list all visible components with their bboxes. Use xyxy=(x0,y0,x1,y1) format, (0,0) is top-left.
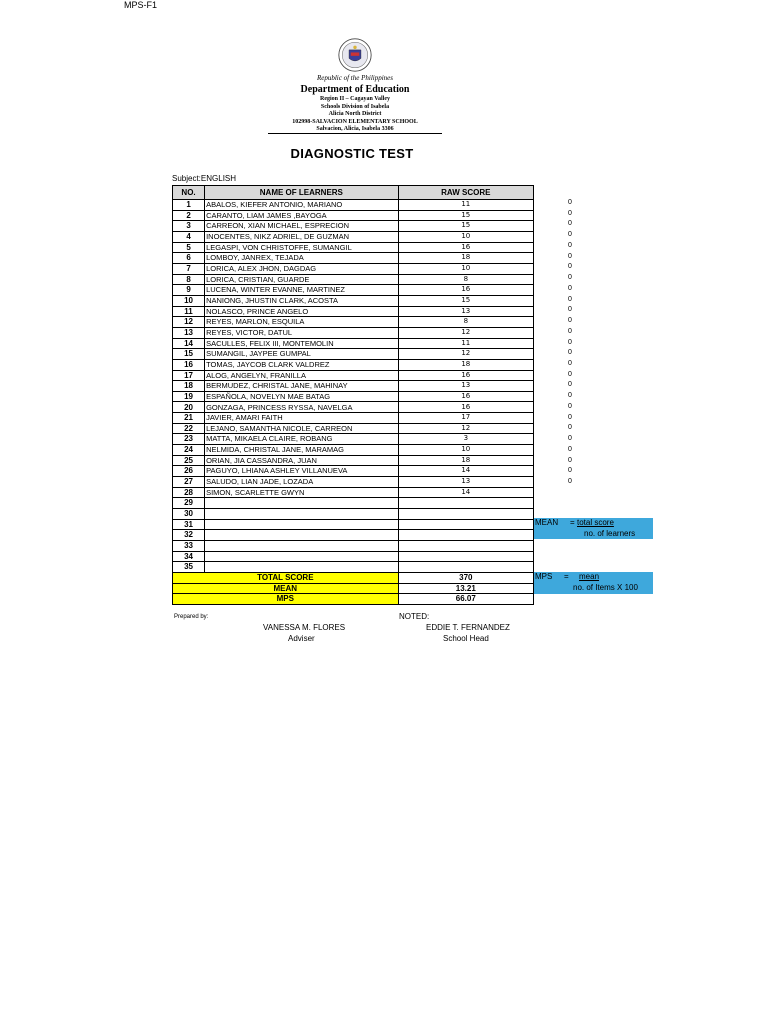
learner-name: LEGASPI, VON CHRISTOFFE, SUMANGIL xyxy=(205,242,399,253)
table-row xyxy=(173,541,534,552)
adviser-name: VANESSA M. FLORES xyxy=(263,623,346,632)
learner-name: SACULLES, FELIX III, MONTEMOLIN xyxy=(205,338,399,349)
raw-score: 12 xyxy=(398,327,533,338)
summary-label: MEAN xyxy=(173,583,399,594)
letterhead-region: Region II – Cagayan Valley xyxy=(319,96,390,102)
table-row xyxy=(173,306,534,317)
raw-score: 15 xyxy=(398,210,533,221)
letterhead-department: Department of Education xyxy=(300,84,410,95)
learner-name: CARANTO, LIAM JAMES ,BAYOGA xyxy=(205,210,399,221)
raw-score: 12 xyxy=(398,349,533,360)
zero-value: 0 xyxy=(568,241,572,249)
zero-value: 0 xyxy=(568,413,572,421)
mps-formula-label: MPS xyxy=(535,572,553,581)
raw-score: 10 xyxy=(398,263,533,274)
zero-column xyxy=(566,198,574,488)
learner-name: TOMAS, JAYCOB CLARK VALDREZ xyxy=(205,359,399,370)
table-body xyxy=(173,200,534,605)
row-number: 31 xyxy=(173,519,205,530)
raw-score: 18 xyxy=(398,359,533,370)
raw-score: 16 xyxy=(398,402,533,413)
row-number: 3 xyxy=(173,221,205,232)
row-number: 16 xyxy=(173,359,205,370)
table-row xyxy=(173,295,534,306)
raw-score xyxy=(398,530,533,541)
table-row xyxy=(173,455,534,466)
table-row xyxy=(173,498,534,509)
table-row xyxy=(173,285,534,296)
zero-value: 0 xyxy=(568,274,572,282)
learner-name xyxy=(205,519,399,530)
raw-score: 15 xyxy=(398,221,533,232)
table-row xyxy=(173,477,534,488)
table-row xyxy=(173,274,534,285)
raw-score: 8 xyxy=(398,274,533,285)
table-row xyxy=(173,221,534,232)
summary-row xyxy=(173,583,534,594)
learner-name: BERMUDEZ, CHRISTAL JANE, MAHINAY xyxy=(205,381,399,392)
learner-name: LORICA, CRISTIAN, GUARDE xyxy=(205,274,399,285)
learner-name: MATTA, MIKAELA CLAIRE, ROBANG xyxy=(205,434,399,445)
row-number: 21 xyxy=(173,413,205,424)
learner-name: SIMON, SCARLETTE GWYN xyxy=(205,487,399,498)
row-number: 14 xyxy=(173,338,205,349)
zero-value: 0 xyxy=(568,424,572,432)
learner-name: NOLASCO, PRINCE ANGELO xyxy=(205,306,399,317)
summary-value: 13.21 xyxy=(398,583,533,594)
row-number: 32 xyxy=(173,530,205,541)
row-number: 29 xyxy=(173,498,205,509)
summary-label: MPS xyxy=(173,594,399,605)
table-row xyxy=(173,434,534,445)
learner-name: SALUDO, LIAN JADE, LOZADA xyxy=(205,477,399,488)
zero-value: 0 xyxy=(568,317,572,325)
row-number: 18 xyxy=(173,381,205,392)
row-number: 4 xyxy=(173,231,205,242)
raw-score: 16 xyxy=(398,370,533,381)
summary-label: TOTAL SCORE xyxy=(173,572,399,583)
raw-score: 16 xyxy=(398,242,533,253)
zero-value: 0 xyxy=(568,263,572,271)
raw-score: 12 xyxy=(398,423,533,434)
mean-formula-label: MEAN xyxy=(535,518,559,527)
row-number: 8 xyxy=(173,274,205,285)
header-name: NAME OF LEARNERS xyxy=(205,186,399,200)
row-number: 13 xyxy=(173,327,205,338)
zero-value: 0 xyxy=(568,392,572,400)
learner-name: ALOG, ANGELYN, FRANILLA xyxy=(205,370,399,381)
zero-value: 0 xyxy=(568,295,572,303)
raw-score xyxy=(398,541,533,552)
row-number: 25 xyxy=(173,455,205,466)
raw-score xyxy=(398,562,533,573)
raw-score: 10 xyxy=(398,231,533,242)
summary-value: 370 xyxy=(398,572,533,583)
raw-score: 14 xyxy=(398,487,533,498)
learner-name xyxy=(205,498,399,509)
row-number: 30 xyxy=(173,509,205,520)
row-number: 11 xyxy=(173,306,205,317)
table-row xyxy=(173,391,534,402)
row-number: 20 xyxy=(173,402,205,413)
row-number: 28 xyxy=(173,487,205,498)
letterhead-address: Salvacion, Alicia, Isabela 3306 xyxy=(316,126,394,132)
summary-row xyxy=(173,594,534,605)
raw-score: 13 xyxy=(398,381,533,392)
summary-row xyxy=(173,572,534,583)
learner-name xyxy=(205,530,399,541)
zero-value: 0 xyxy=(568,435,572,443)
learner-name: JAVIER, AMARI FAITH xyxy=(205,413,399,424)
zero-value: 0 xyxy=(568,327,572,335)
letterhead-school: 102998-SALVACION ELEMENTARY SCHOOL xyxy=(292,118,418,125)
table-row xyxy=(173,338,534,349)
table-row xyxy=(173,200,534,211)
learner-name: LOMBOY, JANREX, TEJADA xyxy=(205,253,399,264)
raw-score: 16 xyxy=(398,285,533,296)
row-number: 23 xyxy=(173,434,205,445)
letterhead-divider xyxy=(268,133,442,134)
table-row xyxy=(173,253,534,264)
raw-score: 11 xyxy=(398,200,533,211)
mps-formula-denominator: no. of Items X 100 xyxy=(573,583,638,592)
zero-value: 0 xyxy=(568,467,572,475)
zero-value: 0 xyxy=(568,220,572,228)
table-row xyxy=(173,381,534,392)
mps-formula-box xyxy=(534,572,653,594)
raw-score: 16 xyxy=(398,391,533,402)
letterhead xyxy=(268,38,442,134)
zero-value: 0 xyxy=(568,306,572,314)
learner-name: PAGUYO, LHIANA ASHLEY VILLANUEVA xyxy=(205,466,399,477)
zero-value: 0 xyxy=(568,402,572,410)
row-number: 22 xyxy=(173,423,205,434)
zero-value: 0 xyxy=(568,478,572,486)
row-number: 34 xyxy=(173,551,205,562)
deped-seal-icon xyxy=(338,38,372,72)
learner-name: GONZAGA, PRINCESS RYSSA, NAVELGA xyxy=(205,402,399,413)
learner-name: NELMIDA, CHRISTAL JANE, MARAMAG xyxy=(205,445,399,456)
row-number: 2 xyxy=(173,210,205,221)
learner-name xyxy=(205,562,399,573)
summary-value: 66.07 xyxy=(398,594,533,605)
mean-formula-equals: = xyxy=(570,518,575,527)
learner-name: ORIAN, JIA CASSANDRA, JUAN xyxy=(205,455,399,466)
zero-value: 0 xyxy=(568,456,572,464)
learner-name: ESPAÑOLA, NOVELYN MAE BATAG xyxy=(205,391,399,402)
raw-score: 17 xyxy=(398,413,533,424)
zero-value: 0 xyxy=(568,381,572,389)
learner-name xyxy=(205,541,399,552)
zero-value: 0 xyxy=(568,370,572,378)
prepared-by-label: Prepared by: xyxy=(174,614,209,620)
mps-formula-equals: = xyxy=(564,572,569,581)
learner-name: REYES, MARLON, ESQUILA xyxy=(205,317,399,328)
row-number: 10 xyxy=(173,295,205,306)
raw-score xyxy=(398,519,533,530)
raw-score: 18 xyxy=(398,253,533,264)
raw-score xyxy=(398,498,533,509)
raw-score: 18 xyxy=(398,455,533,466)
table-row xyxy=(173,349,534,360)
table-row xyxy=(173,423,534,434)
learner-name: SUMANGIL, JAYPEE GUMPAL xyxy=(205,349,399,360)
row-number: 9 xyxy=(173,285,205,296)
row-number: 27 xyxy=(173,477,205,488)
letterhead-republic: Republic of the Philippines xyxy=(316,74,393,82)
document-title: DIAGNOSTIC TEST xyxy=(290,146,414,161)
zero-value: 0 xyxy=(568,231,572,239)
learner-name xyxy=(205,509,399,520)
table-row xyxy=(173,402,534,413)
mean-formula-box xyxy=(534,518,653,539)
row-number: 24 xyxy=(173,445,205,456)
learner-name xyxy=(205,551,399,562)
table-row xyxy=(173,210,534,221)
row-number: 6 xyxy=(173,253,205,264)
table-header-row xyxy=(173,186,534,200)
raw-score xyxy=(398,509,533,520)
table-row xyxy=(173,562,534,573)
row-number: 35 xyxy=(173,562,205,573)
raw-score: 10 xyxy=(398,445,533,456)
learner-name: LUCENA, WINTER EVANNE, MARTINEZ xyxy=(205,285,399,296)
learner-name: LEJANO, SAMANTHA NICOLE, CARREON xyxy=(205,423,399,434)
learner-name: CARREON, XIAN MICHAEL, ESPRECION xyxy=(205,221,399,232)
table-row xyxy=(173,359,534,370)
table-row xyxy=(173,231,534,242)
row-number: 7 xyxy=(173,263,205,274)
table-row xyxy=(173,242,534,253)
table-row xyxy=(173,530,534,541)
table-row xyxy=(173,519,534,530)
mps-formula-numerator: mean xyxy=(579,572,600,581)
row-number: 5 xyxy=(173,242,205,253)
learner-score-table xyxy=(172,185,534,605)
table-row xyxy=(173,551,534,562)
learner-name: LORICA, ALEX JHON, DAGDAG xyxy=(205,263,399,274)
zero-value: 0 xyxy=(568,445,572,453)
school-head-title: School Head xyxy=(443,634,489,643)
zero-value: 0 xyxy=(568,199,572,206)
row-number: 19 xyxy=(173,391,205,402)
noted-label: NOTED: xyxy=(399,612,430,621)
table-row xyxy=(173,466,534,477)
zero-value: 0 xyxy=(568,252,572,260)
zero-value: 0 xyxy=(568,360,572,368)
raw-score: 13 xyxy=(398,306,533,317)
row-number: 26 xyxy=(173,466,205,477)
row-number: 15 xyxy=(173,349,205,360)
zero-value: 0 xyxy=(568,209,572,217)
learner-name: REYES, VICTOR, DATUL xyxy=(205,327,399,338)
form-code: MPS-F1 xyxy=(124,0,158,10)
raw-score: 15 xyxy=(398,295,533,306)
zero-value: 0 xyxy=(568,349,572,357)
table-row xyxy=(173,263,534,274)
row-number: 33 xyxy=(173,541,205,552)
letterhead-division: Schools Division of Isabela xyxy=(320,103,390,110)
raw-score: 3 xyxy=(398,434,533,445)
table-row xyxy=(173,509,534,520)
learner-name: ABALOS, KIEFER ANTONIO, MARIANO xyxy=(205,200,399,211)
mean-formula-denominator: no. of learners xyxy=(584,529,636,538)
row-number: 12 xyxy=(173,317,205,328)
letterhead-district: Alicia North District xyxy=(328,111,382,117)
raw-score xyxy=(398,551,533,562)
subject-label: Subject:ENGLISH xyxy=(172,174,237,183)
table-row xyxy=(173,370,534,381)
table-row xyxy=(173,327,534,338)
mean-formula-numerator: total score xyxy=(577,518,614,527)
raw-score: 8 xyxy=(398,317,533,328)
table-row xyxy=(173,317,534,328)
table-row xyxy=(173,413,534,424)
header-no: NO. xyxy=(173,186,205,200)
raw-score: 14 xyxy=(398,466,533,477)
row-number: 17 xyxy=(173,370,205,381)
learner-name: NANIONG, JHUSTIN CLARK, ACOSTA xyxy=(205,295,399,306)
header-raw-score: RAW SCORE xyxy=(398,186,533,200)
zero-value: 0 xyxy=(568,284,572,292)
raw-score: 11 xyxy=(398,338,533,349)
raw-score: 13 xyxy=(398,477,533,488)
row-number: 1 xyxy=(173,200,205,211)
table-row xyxy=(173,487,534,498)
school-head-name: EDDIE T. FERNANDEZ xyxy=(426,623,510,632)
adviser-title: Adviser xyxy=(288,634,315,643)
learner-name: INOCENTES, NIKZ ADRIEL, DE GUZMAN xyxy=(205,231,399,242)
table-row xyxy=(173,445,534,456)
zero-value: 0 xyxy=(568,338,572,346)
